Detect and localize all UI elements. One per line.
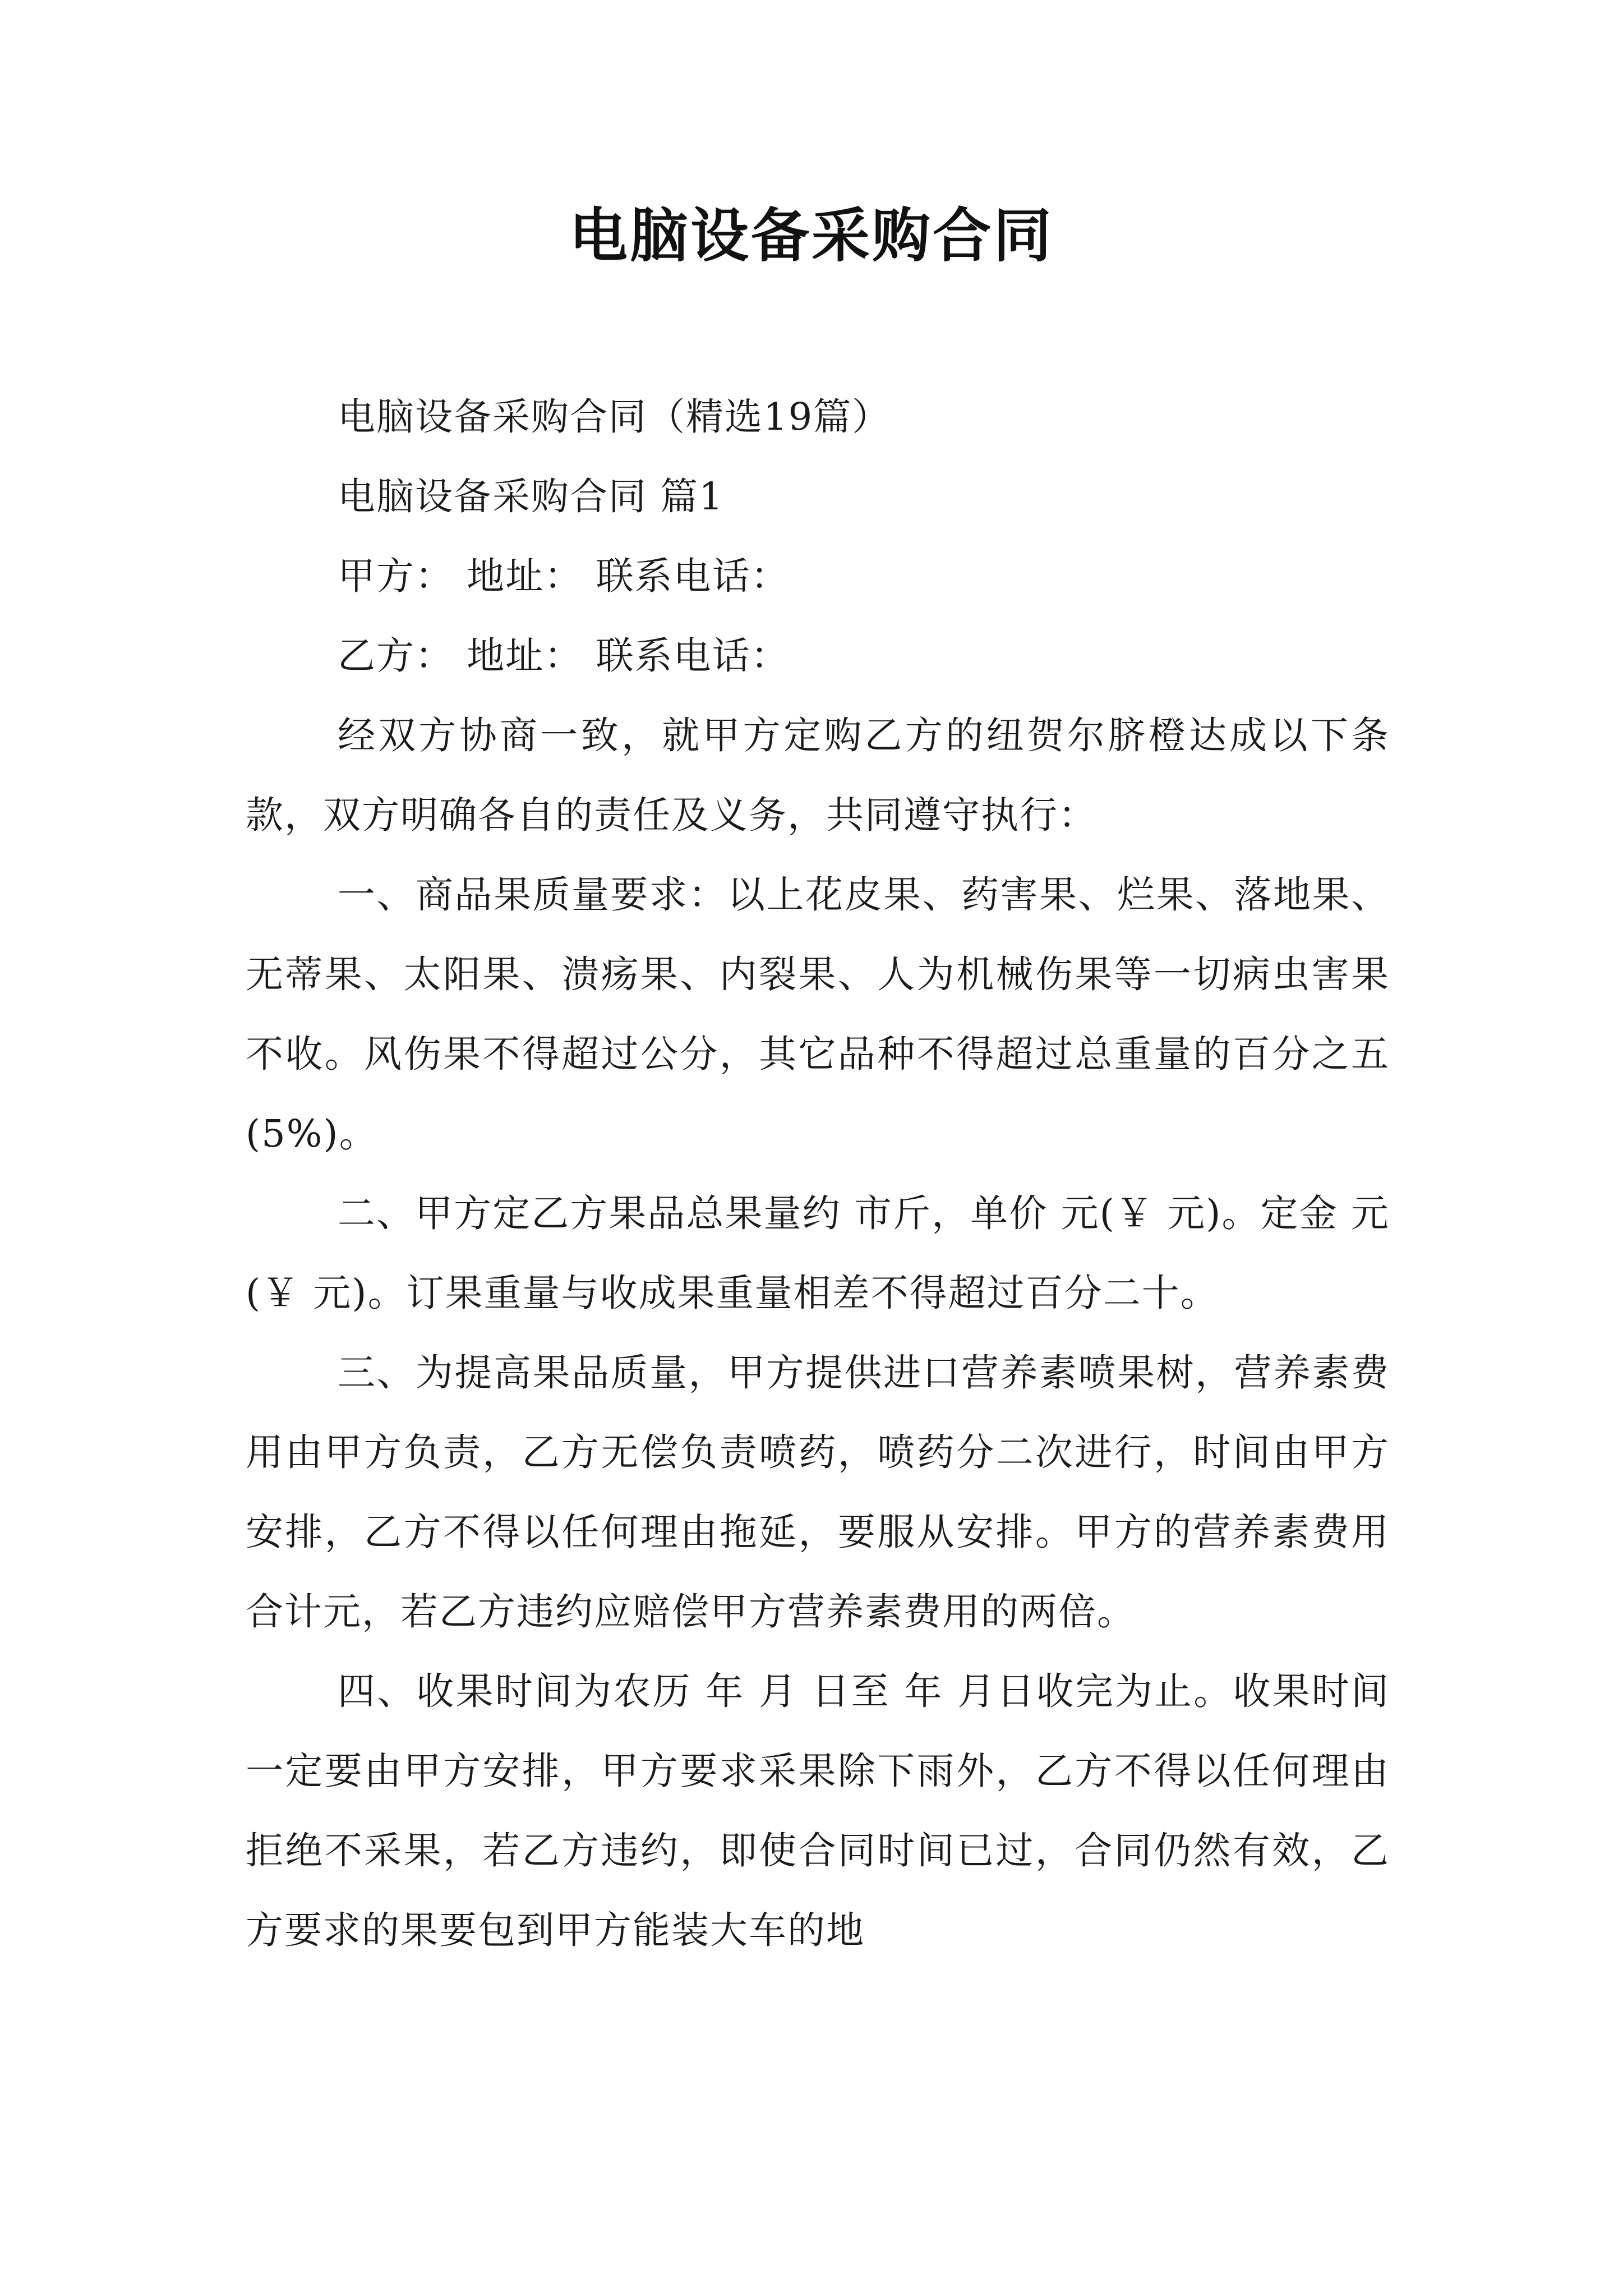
paragraph-section-heading: 电脑设备采购合同 篇1 (338, 475, 724, 518)
paragraph-clause-3: 三、为提高果品质量，甲方提供进口营养素喷果树，营养素费用由甲方负责，乙方无偿负责喷药，喷药分二次进行，时间由甲方安排，乙方不得以任何理由拖延，要服从安排。甲方的营养素费用合计元，若乙方违约应赔偿甲方营养素费用的两倍。 (246, 1351, 1390, 1634)
paragraph-collection-heading: 电脑设备采购合同（精选19篇） (338, 395, 891, 439)
paragraph-clause-4: 四、收果时间为农历 年 月 日至 年 月日收完为止。收果时间一定要由甲方安排，甲方要求采果除下雨外，乙方不得以任何理由拒绝不采果，若乙方违约，即使合同时间已过，合同仍然有效，乙方要求的果要包到甲方能装大车的地 (246, 1669, 1390, 1952)
document-title: 电脑设备采购合同 (569, 201, 1054, 270)
paragraph-clause-2: 二、甲方定乙方果品总果量约 市斤，单价 元(￥ 元)。定金 元(￥ 元)。订果重量与收成果重量相差不得超过百分二十。 (246, 1191, 1390, 1315)
paragraph-clause-1: 一、商品果质量要求：以上花皮果、药害果、烂果、落地果、无蒂果、太阳果、溃疡果、内裂果、人为机械伤果等一切病虫害果不收。风伤果不得超过公分，其它品种不得超过总重量的百分之五(5%)。 (246, 873, 1390, 1156)
paragraph-party-b: 乙方： 地址： 联系电话： (338, 634, 790, 678)
document-body (246, 377, 1390, 1970)
paragraph-party-a: 甲方： 地址： 联系电话： (338, 554, 790, 598)
paragraph-preamble: 经双方协商一致，就甲方定购乙方的纽贺尔脐橙达成以下条款，双方明确各自的责任及义务，共同遵守执行： (246, 714, 1390, 837)
